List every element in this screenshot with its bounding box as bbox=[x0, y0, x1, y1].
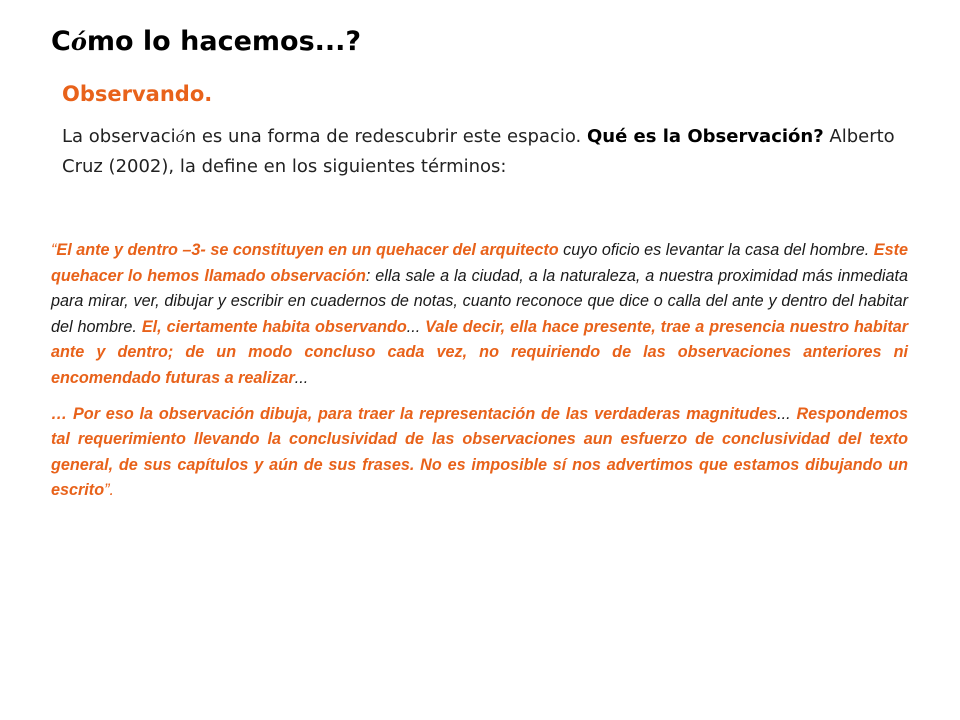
intro-text-2: n es una forma de redescubrir este espacio. bbox=[184, 126, 587, 147]
intro-o-accent: ó bbox=[175, 128, 185, 146]
title-c: C bbox=[51, 26, 71, 57]
intro-paragraph bbox=[62, 122, 912, 181]
quote-p1-e: El, ciertamente habita observando bbox=[141, 317, 407, 336]
quote-p1-g: Vale decir, ella hace presente, trae a presencia nuestro habitar ante y dentro; de un modo concluso cada vez, no requiriendo de las observaciones anteriores ni encomendado futuras a realizar bbox=[51, 317, 909, 387]
quote-p1-c: Este quehacer lo hemos llamado observación bbox=[51, 241, 908, 285]
intro-text-1: La observaci bbox=[62, 126, 176, 147]
quote-p1-d: : ella sale a la ciudad, a la naturaleza, a nuestra proximidad más inmediata para mirar, ver, dibujar y escribir en cuadernos de notas, cuanto reconoce que dice o calla del ante y dentro del habitar del hombre. bbox=[51, 266, 908, 336]
quote-close-mark: ”. bbox=[104, 481, 114, 500]
section-subtitle: Observando. bbox=[62, 82, 213, 106]
quote-p1-b: cuyo oficio es levantar la casa del hombre. bbox=[558, 241, 874, 259]
title-o-accent: ó bbox=[70, 27, 87, 56]
quote-paragraph-2 bbox=[51, 402, 908, 504]
quote-p1-a: El ante y dentro –3- se constituyen en un quehacer del arquitecto bbox=[56, 241, 559, 259]
intro-question: Qué es la Observación? bbox=[586, 126, 824, 147]
quote-p2-c: Respondemos tal requerimiento llevando la conclusividad de las observaciones aun esfuerzo de conclusividad del texto general, de sus capítulos y aún de sus frases. No es imposible sí nos advertimos que estamos dibujando un escrito bbox=[51, 404, 908, 500]
quote-paragraph-1 bbox=[51, 238, 908, 392]
quote-p2-a: … Por eso la observación dibuja, para traer la representación de las verdaderas magnitudes bbox=[51, 404, 778, 423]
quote-open-mark: “ bbox=[51, 241, 57, 259]
quote-p1-f: ... bbox=[406, 317, 426, 336]
quote-block bbox=[51, 238, 908, 504]
quote-p1-h: ... bbox=[294, 368, 309, 387]
slide-title bbox=[51, 26, 361, 57]
intro-text-3: Alberto Cruz (2002), la define en los siguientes términos: bbox=[62, 126, 895, 177]
quote-p2-b: ... bbox=[777, 404, 797, 423]
title-rest: mo lo hacemos...? bbox=[86, 26, 362, 57]
